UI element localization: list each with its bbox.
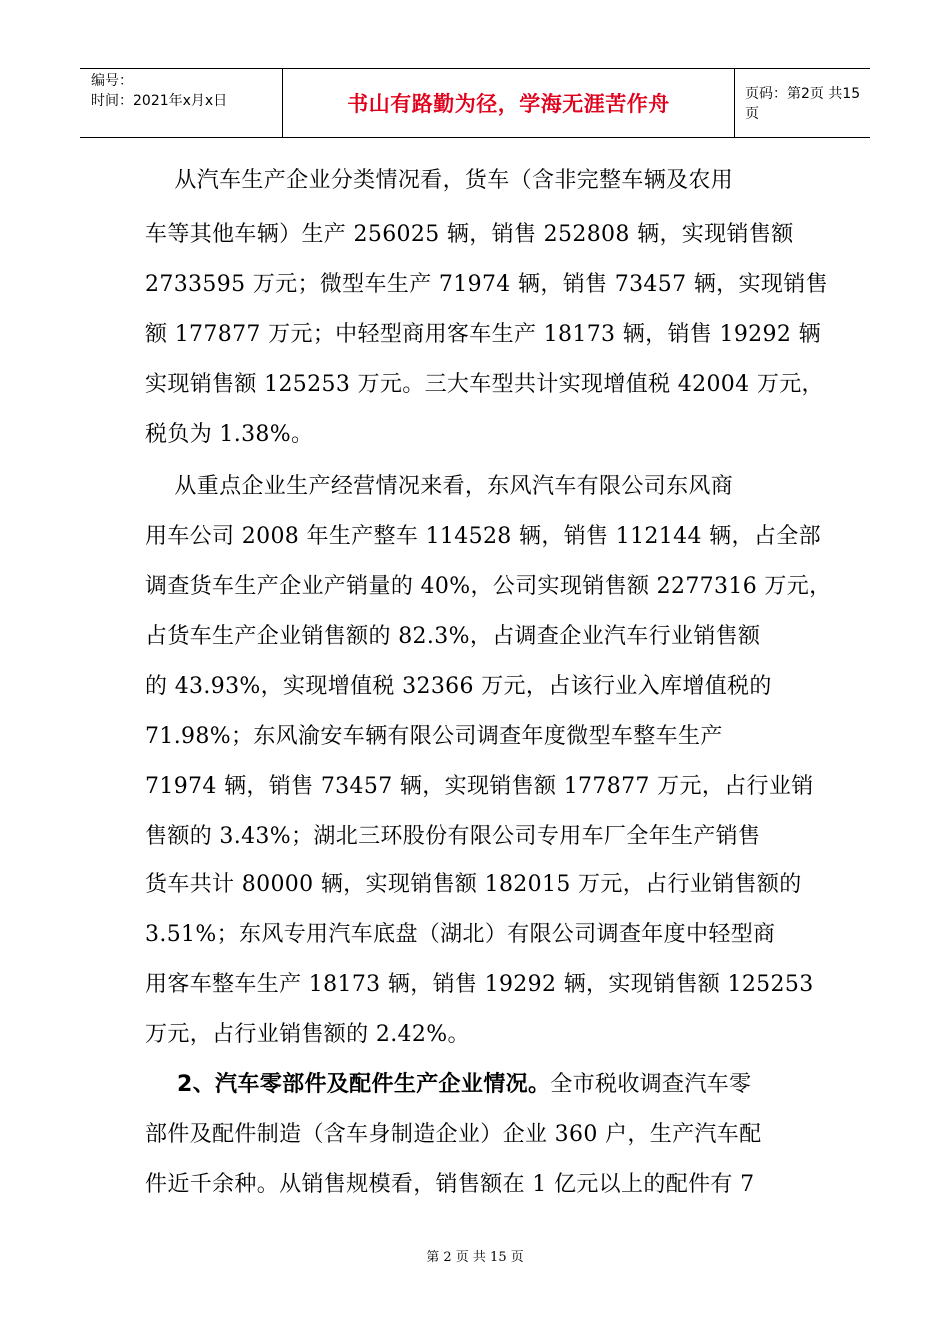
body-line: 的 43.93%，实现增值税 32366 万元，占该行业入库增值税的	[145, 674, 772, 699]
header-meta	[80, 69, 283, 137]
body-line: 车等其他车辆）生产 256025 辆，销售 252808 辆，实现销售额	[145, 222, 794, 247]
section-heading-rest: 全市税收调查汽车零	[550, 1072, 752, 1097]
body-line: 用车公司 2008 年生产整车 114528 辆，销售 112144 辆，占全部	[145, 524, 821, 549]
body-line: 部件及配件制造（含车身制造企业）企业 360 户，生产汽车配	[145, 1122, 762, 1147]
page-header	[80, 68, 870, 138]
body-line: 2733595 万元；微型车生产 71974 辆，销售 73457 辆，实现销售	[145, 272, 828, 297]
body-line: 万元，占行业销售额的 2.42%。	[145, 1022, 470, 1047]
body-line: 从汽车生产企业分类情况看，货车（含非完整车辆及农用	[145, 168, 734, 193]
document-number-label: 编号：	[91, 73, 133, 89]
body-line: 额 177877 万元；中轻型商用客车生产 18173 辆，销售 19292 辆	[145, 322, 821, 347]
body-line: 3.51%；东风专用汽车底盘（湖北）有限公司调查年度中轻型商	[145, 922, 776, 947]
body-line: 71.98%；东风渝安车辆有限公司调查年度微型车整车生产	[145, 724, 723, 749]
body-line: 71974 辆，销售 73457 辆，实现销售额 177877 万元，占行业销	[145, 774, 814, 799]
body-line: 件近千余种。从销售规模看，销售额在 1 亿元以上的配件有 7	[145, 1172, 755, 1197]
body-line: 从重点企业生产经营情况来看，东风汽车有限公司东风商	[145, 474, 734, 499]
body-line: 占货车生产企业销售额的 82.3%，占调查企业汽车行业销售额	[145, 624, 761, 649]
document-date: 时间：2021年x月x日	[91, 93, 228, 109]
body-line: 税负为 1.38%。	[145, 422, 314, 447]
header-page-info: 页码：第2页 共15页	[745, 86, 861, 122]
body-line: 用客车整车生产 18173 辆，销售 19292 辆，实现销售额 125253	[145, 972, 814, 997]
section-heading: 2、汽车零部件及配件生产企业情况。	[145, 1072, 551, 1097]
page-footer: 第 2 页 共 15 页	[426, 1250, 524, 1265]
header-motto: 书山有路勤为径，学海无涯苦作舟	[347, 92, 670, 116]
body-line: 调查货车生产企业产销量的 40%，公司实现销售额 2277316 万元，	[145, 574, 832, 599]
header-motto-cell	[283, 69, 735, 137]
body-line: 货车共计 80000 辆，实现销售额 182015 万元，占行业销售额的	[145, 872, 802, 897]
body-line: 实现销售额 125253 万元。三大车型共计实现增值税 42004 万元，	[145, 372, 824, 397]
section-heading-line	[145, 1070, 751, 1100]
body-line: 售额的 3.43%；湖北三环股份有限公司专用车厂全年生产销售	[145, 824, 761, 849]
